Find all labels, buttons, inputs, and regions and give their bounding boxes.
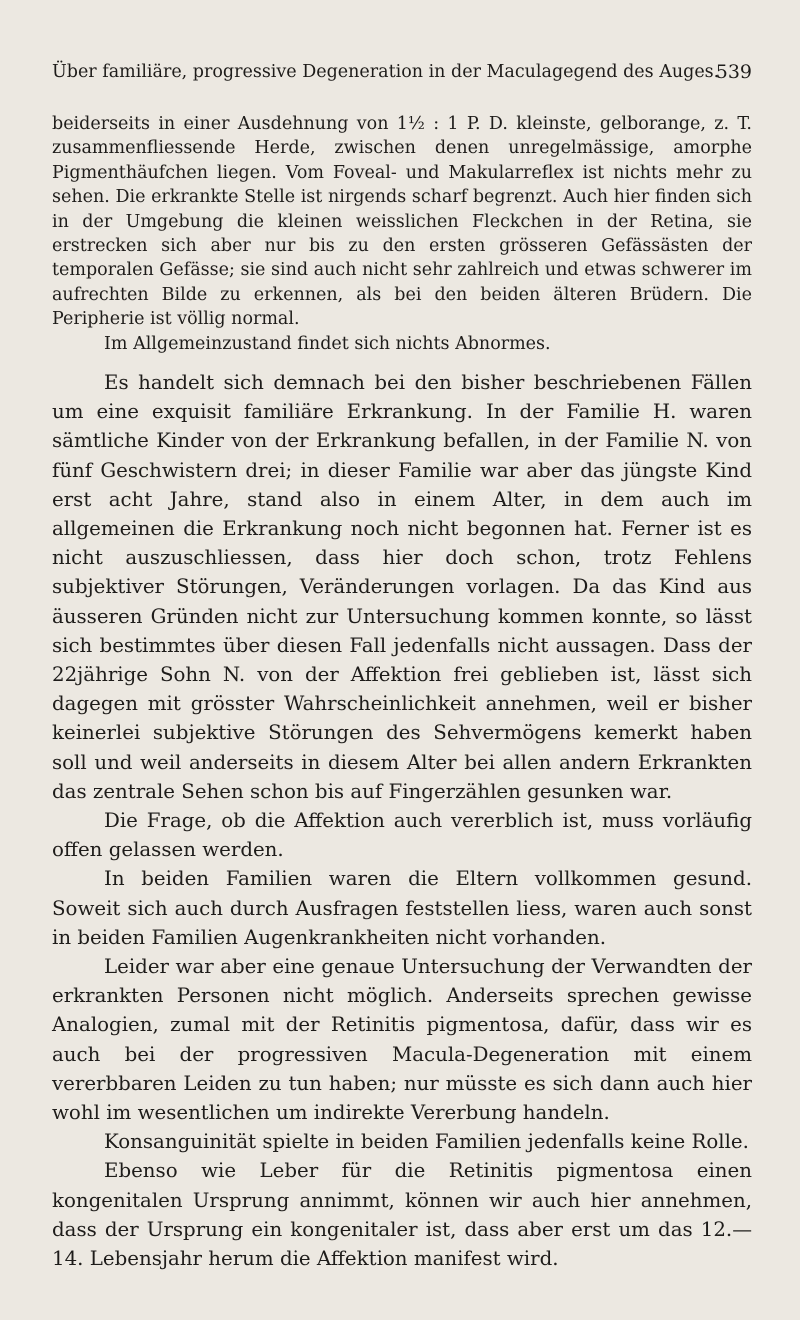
case-findings-paragraph: beiderseits in einer Ausdehnung von 1½ : 1 P. D. kleinste, gelborange, z. T. zusammenfliessende Herde, zwischen denen unregelmässige, amorphe Pigmenthäufchen liegen. Vom Foveal- und Makularreflex ist nichts mehr zu sehen. Die erkrankte Stelle ist nirgends scharf begrenzt. Auch hier finden sich in der Umgebung die kleinen weisslichen Fleckchen in der Retina, sie erstrecken sich aber nur bis zu den ersten grösseren Gefässästen der temporalen Gefässe; sie sind auch nicht sehr zahlreich und etwas schwerer im aufrechten Bilde zu erkennen, als bei den beiden älteren Brüdern. Die Peripherie ist völlig normal. (52, 114, 752, 330)
body-paragraph: Ebenso wie Leber für die Retinitis pigmentosa einen kongenitalen Ursprung annimmt, können wir auch hier annehmen, dass der Ursprung ein kongenitaler ist, dass aber erst um das 12.—14. Lebensjahr herum die Affektion manifest wird. (52, 1159, 752, 1271)
running-title: Über familiäre, progressive Degeneration in der Maculagegend des Auges. (52, 62, 720, 82)
general-condition-paragraph: Im Allgemeinzustand findet sich nichts Abnormes. (104, 333, 551, 354)
body-paragraph: Es handelt sich demnach bei den bisher beschriebenen Fällen um eine exquisit familiäre Erkrankung. In der Familie H. waren sämtliche Kinder von der Erkrankung befallen, in der Familie N. von fünf Geschwistern drei; in dieser Familie war aber das jüngste Kind erst acht Jahre, stand also in einem Alter, in dem auch im allgemeinen die Erkrankung noch nicht begonnen hat. Ferner ist es nicht auszuschliessen, dass hier doch schon, trotz Fehlens subjektiver Störungen, Veränderungen vorlagen. Da das Kind aus äusseren Gründen nicht zur Untersuchung kommen konnte, so lässt sich bestimmtes über diesen Fall jedenfalls nicht aussagen. Dass der 22jährige Sohn N. von der Affektion frei geblieben ist, lässt sich dagegen mit grösster Wahrscheinlichkeit annehmen, weil er bisher keinerlei subjektive Störungen des Sehvermögens kemerkt haben soll und weil anderseits in diesem Alter bei allen andern Erkrankten das zentrale Sehen schon bis auf Fingerzählen gesunken war. (52, 371, 752, 803)
body-paragraph: Die Frage, ob die Affektion auch vererblich ist, muss vorläufig offen gelassen werden. (52, 809, 752, 862)
case-report-small-print (52, 112, 752, 356)
body-paragraph: Konsanguinität spielte in beiden Familien jedenfalls keine Rolle. (104, 1130, 749, 1154)
body-paragraph: In beiden Familien waren die Eltern vollkommen gesund. Soweit sich auch durch Ausfragen feststellen liess, waren auch sonst in beiden Familien Augenkrankheiten nicht vorhanden. (52, 867, 752, 949)
running-head (52, 62, 752, 92)
page-number: 539 (715, 61, 752, 83)
discussion-text (52, 368, 752, 1273)
body-paragraph: Leider war aber eine genaue Untersuchung der Verwandten der erkrankten Personen nicht möglich. Anderseits sprechen gewisse Analogien, zumal mit der Retinitis pigmentosa, dafür, dass wir es auch bei der progressiven Macula-Degeneration mit einem vererbbaren Leiden zu tun haben; nur müsste es sich dann auch hier wohl im wesentlichen um indirekte Vererbung handeln. (52, 955, 752, 1125)
